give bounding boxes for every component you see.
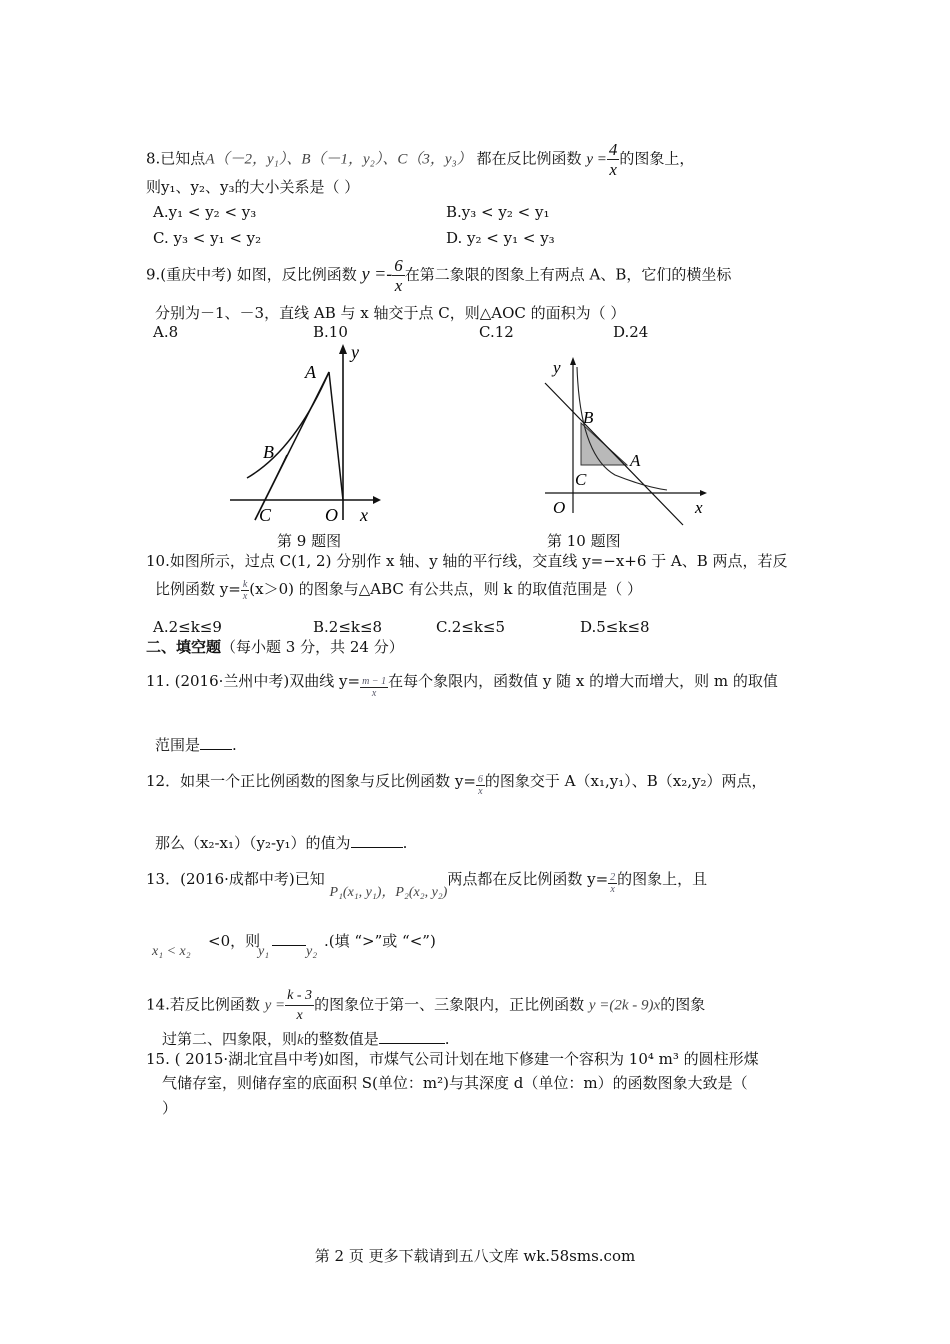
q8-points: A（－2，y₁）、B（－1，y₂）、C（3，y₃）	[205, 151, 472, 168]
q12-frac-den: x	[478, 786, 483, 797]
q14-text-d: 过第二、四象限，则	[162, 1030, 298, 1048]
q13-text-a: 13．(2016·成都中考)已知	[146, 870, 325, 888]
q13-text-c: 的图象上，且	[617, 870, 708, 888]
q10-option-c: C.2≤k≤5	[436, 618, 506, 636]
q9-text-b: 在第二象限的图象上有两点 A、B，它们的横坐标	[404, 265, 732, 284]
q14-answer-blank[interactable]	[379, 1029, 445, 1044]
q11-text-a: 11. (2016·兰州中考)双曲线 y=	[146, 672, 361, 690]
fig9-label-a: A	[305, 362, 316, 382]
q13-y1: y₁	[258, 944, 270, 959]
q9-text-a: 9.(重庆中考) 如图，反比例函数	[146, 265, 357, 284]
q8-text-c: 的图象上，	[619, 149, 695, 168]
figure-10	[535, 345, 715, 530]
fig9-label-x: x	[360, 505, 368, 525]
q13-frac-den: x	[610, 884, 615, 895]
q12-text-end: .	[402, 834, 408, 852]
q9-option-b: B.10	[313, 323, 348, 341]
section-2-heading	[146, 636, 404, 657]
fig10-caption: 第 10 题图	[547, 532, 621, 550]
q9-fraction	[392, 256, 405, 295]
fig9-caption: 第 9 题图	[277, 532, 342, 550]
q13-y2: y₂	[306, 944, 318, 959]
q12-text-b: 的图象交于 A（x₁,y₁）、B（x₂,y₂）两点，	[484, 772, 767, 790]
fig9-x-arrow	[373, 496, 381, 504]
q9-frac-den: x	[394, 276, 403, 295]
q8-line2: 则y₁、y₂、y₃的大小关系是（ ）	[146, 178, 360, 196]
q8-option-a: A.y₁ < y₂ < y₃	[153, 203, 257, 221]
q8-option-b: B.y₃ < y₂ < y₁	[446, 203, 550, 221]
fig10-label-y: y	[553, 358, 561, 377]
q10-text-b: (x＞0) 的图象与△ABC 有公共点，则 k 的取值范围是（ ）	[249, 580, 643, 598]
q12-line1	[146, 770, 767, 797]
q8-text-b: 都在反比例函数	[476, 149, 582, 168]
q12-text-a: 12．如果一个正比例函数的图象与反比例函数 y=	[146, 772, 476, 790]
q12-answer-blank[interactable]	[351, 833, 403, 848]
fig10-x-arrow	[700, 490, 707, 496]
fig10-label-b: B	[583, 408, 594, 427]
q10-line1: 10.如图所示，过点 C(1, 2) 分别作 x 轴、y 轴的平行线，交直线 y=−x+6 于 A、B 两点，若反	[146, 552, 788, 570]
q10-line2	[155, 578, 642, 602]
fig9-label-b: B	[263, 442, 274, 462]
q14-text-a: 14.若反比例函数	[146, 995, 260, 1014]
q8-option-d: D. y₂ < y₁ < y₃	[446, 229, 555, 247]
fig10-label-x: x	[695, 498, 703, 517]
q14-line1	[146, 986, 705, 1025]
q9-option-d: D.24	[613, 323, 649, 341]
q13-text-d: <0，则	[208, 932, 261, 950]
q8-fn-lhs: y =	[586, 151, 607, 168]
q13-condition: x₁ < x₂	[152, 944, 191, 959]
q14-frac-num: k - 3	[285, 986, 314, 1006]
q9-line2: 分别为－1、－3，直线 AB 与 x 轴交于点 C，则△AOC 的面积为（ ）	[155, 304, 626, 322]
q11-frac-num: m − 1	[362, 676, 387, 687]
q13-text-e: .(填 “>”或 “<”)	[324, 932, 436, 950]
q13-line1	[146, 868, 708, 900]
q8-option-c: C. y₃ < y₁ < y₂	[153, 229, 262, 247]
q14-k: k	[297, 1032, 304, 1048]
fig9-curve	[247, 372, 329, 478]
page-footer: 第 2 页 更多下载请到五八文库 wk.58sms.com	[314, 1247, 636, 1265]
q9-fn-lhs: y =-	[361, 263, 393, 284]
q8-text-a: 8.已知点	[146, 149, 206, 168]
q14-frac-den: x	[296, 1008, 303, 1023]
q13-line2	[208, 930, 260, 951]
q14-text-b: 的图象位于第一、三象限内，正比例函数	[314, 995, 585, 1014]
q13-text-b: 两点都在反比例函数 y=	[447, 870, 609, 888]
q11-fraction	[360, 676, 388, 699]
q12-text-c: 那么（x₂-x₁）（y₂-y₁）的值为	[155, 834, 351, 852]
q8-frac-den: x	[609, 160, 617, 179]
figure-9	[225, 340, 385, 530]
q11-text-end: .	[232, 736, 237, 754]
fig9-label-y: y	[351, 342, 359, 362]
q12-frac-num: 6	[477, 774, 483, 785]
q10-option-a: A.2≤k≤9	[153, 618, 222, 636]
q10-frac-num: k	[242, 578, 248, 590]
q12-line2	[155, 832, 407, 853]
fig9-y-arrow	[339, 344, 347, 354]
q11-text-b: 在每个象限内，函数值 y 随 x 的增大而增大，则 m 的取值	[388, 672, 778, 690]
q13-answer-blank[interactable]	[272, 931, 306, 946]
q8-fraction	[607, 140, 620, 179]
q10-option-d: D.5≤k≤8	[580, 618, 650, 636]
q14-text-c: 的图象	[660, 995, 706, 1014]
q14-text-end: .	[444, 1030, 450, 1048]
q13-fraction	[608, 872, 617, 895]
fig9-label-c: C	[259, 505, 272, 525]
q15-line2: 气储存室，则储存室的底面积 S(单位：m²)与其深度 d（单位：m）的函数图象大致是（	[162, 1074, 748, 1092]
fig10-label-a: A	[630, 451, 641, 470]
fig9-label-o: O	[325, 505, 338, 525]
fig9-line-ao	[329, 372, 343, 500]
q8-frac-num: 4	[608, 140, 618, 159]
q14-fn-lhs: y =	[264, 997, 286, 1014]
q8-line1	[146, 140, 694, 179]
q9-option-c: C.12	[479, 323, 514, 341]
q14-fn2: y =(2k - 9)x	[588, 997, 661, 1014]
q14-text-e: 的整数值是	[303, 1030, 379, 1048]
fig10-y-arrow	[570, 357, 576, 365]
q14-fraction	[285, 986, 314, 1025]
q9-line1	[146, 256, 731, 295]
q11-line2	[155, 734, 237, 755]
section-2-note: （每小题 3 分，共 24 分）	[221, 638, 404, 656]
q11-answer-blank[interactable]	[200, 735, 232, 750]
q13-frac-num: 2	[610, 872, 616, 883]
section-2-title: 二、填空题	[146, 638, 222, 656]
q10-frac-den: x	[242, 590, 248, 602]
q11-frac-den: x	[371, 688, 377, 699]
q15-line3: ）	[162, 1099, 178, 1117]
fig10-label-o: O	[553, 498, 566, 517]
q14-line2	[162, 1028, 449, 1049]
q11-line1	[146, 670, 778, 699]
q9-frac-num: 6	[394, 256, 403, 275]
q10-option-b: B.2≤k≤8	[313, 618, 383, 636]
fig10-label-c: C	[575, 470, 587, 489]
q11-text-c: 范围是	[155, 736, 201, 754]
q10-text-a: 比例函数 y=	[155, 580, 241, 598]
q15-line1: 15. ( 2015·湖北宜昌中考)如图，市煤气公司计划在地下修建一个容积为 10⁴ m³ 的圆柱形煤	[146, 1050, 759, 1068]
q12-fraction	[476, 774, 485, 797]
fig10-line	[545, 383, 683, 525]
q9-option-a: A.8	[153, 323, 179, 341]
fig10-curve	[577, 367, 667, 490]
q13-points: P₁(x₁, y₁)，P₂(x₂, y₂)	[329, 885, 448, 900]
q10-fraction	[241, 579, 249, 602]
